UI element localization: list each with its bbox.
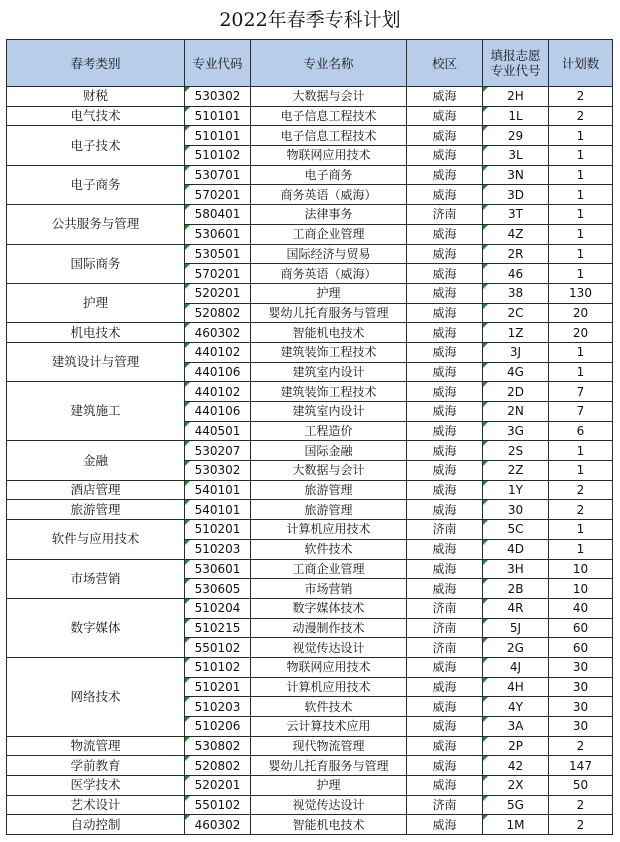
plan-cell: 60: [549, 618, 613, 638]
category-cell: 旅游管理: [7, 500, 185, 520]
name-cell: 智能机电技术: [251, 815, 407, 835]
plan-cell: 7: [549, 402, 613, 422]
plan-cell: 10: [549, 559, 613, 579]
name-cell: 商务英语（威海）: [251, 264, 407, 284]
code-cell: 510102: [185, 657, 251, 677]
category-cell: 学前教育: [7, 756, 185, 776]
table-row: [7, 598, 613, 618]
name-cell: 现代物流管理: [251, 736, 407, 756]
code-cell: 460302: [185, 815, 251, 835]
fill-code-cell: 2H: [483, 87, 549, 107]
plan-cell: 2: [549, 500, 613, 520]
name-cell: 动漫制作技术: [251, 618, 407, 638]
table-header-row: [7, 40, 613, 87]
table-row: [7, 382, 613, 402]
category-cell: 电气技术: [7, 106, 185, 126]
code-cell: 510101: [185, 106, 251, 126]
campus-cell: 威海: [407, 342, 483, 362]
plan-cell: 1: [549, 342, 613, 362]
table-row: [7, 756, 613, 776]
campus-cell: 威海: [407, 303, 483, 323]
fill-code-cell: 3D: [483, 185, 549, 205]
code-cell: 530501: [185, 244, 251, 264]
code-cell: 570201: [185, 264, 251, 284]
table-row: [7, 795, 613, 815]
fill-code-cell: 42: [483, 756, 549, 776]
campus-cell: 济南: [407, 795, 483, 815]
code-cell: 510102: [185, 146, 251, 166]
table-row: [7, 244, 613, 264]
table-row: [7, 776, 613, 796]
campus-cell: 威海: [407, 756, 483, 776]
fill-code-cell: 30: [483, 500, 549, 520]
campus-cell: 威海: [407, 697, 483, 717]
code-cell: 440102: [185, 342, 251, 362]
table-row: [7, 283, 613, 303]
plan-cell: 60: [549, 638, 613, 658]
fill-code-cell: 3T: [483, 205, 549, 225]
code-cell: 510204: [185, 598, 251, 618]
fill-code-cell: 2G: [483, 638, 549, 658]
code-cell: 520802: [185, 303, 251, 323]
code-cell: 540101: [185, 480, 251, 500]
code-cell: 440106: [185, 362, 251, 382]
plan-cell: 1: [549, 224, 613, 244]
code-cell: 550102: [185, 638, 251, 658]
fill-code-cell: 3N: [483, 165, 549, 185]
campus-cell: 济南: [407, 205, 483, 225]
header-category: 春考类别: [7, 40, 185, 87]
fill-code-cell: 5C: [483, 520, 549, 540]
plan-cell: 30: [549, 697, 613, 717]
plan-cell: 1: [549, 441, 613, 461]
category-cell: 护理: [7, 283, 185, 322]
name-cell: 软件技术: [251, 697, 407, 717]
category-cell: 酒店管理: [7, 480, 185, 500]
fill-code-cell: 3A: [483, 717, 549, 737]
category-cell: 电子技术: [7, 126, 185, 165]
campus-cell: 威海: [407, 362, 483, 382]
table-row: [7, 87, 613, 107]
name-cell: 工商企业管理: [251, 559, 407, 579]
plan-cell: 2: [549, 815, 613, 835]
table-row: [7, 480, 613, 500]
code-cell: 570201: [185, 185, 251, 205]
table-row: [7, 126, 613, 146]
fill-code-cell: 2S: [483, 441, 549, 461]
fill-code-cell: 2P: [483, 736, 549, 756]
name-cell: 护理: [251, 283, 407, 303]
code-cell: 530701: [185, 165, 251, 185]
category-cell: 公共服务与管理: [7, 205, 185, 244]
name-cell: 物联网应用技术: [251, 657, 407, 677]
campus-cell: 威海: [407, 461, 483, 481]
table-row: [7, 165, 613, 185]
plan-cell: 20: [549, 303, 613, 323]
table-row: [7, 520, 613, 540]
plan-cell: 2: [549, 106, 613, 126]
table-row: [7, 559, 613, 579]
category-cell: 建筑施工: [7, 382, 185, 441]
plan-cell: 6: [549, 421, 613, 441]
fill-code-cell: 1Z: [483, 323, 549, 343]
fill-code-cell: 5G: [483, 795, 549, 815]
fill-code-cell: 4H: [483, 677, 549, 697]
fill-code-cell: 4Z: [483, 224, 549, 244]
plan-table: [6, 39, 613, 835]
category-cell: 医学技术: [7, 776, 185, 796]
code-cell: 530601: [185, 559, 251, 579]
plan-cell: 1: [549, 146, 613, 166]
name-cell: 电子信息工程技术: [251, 106, 407, 126]
fill-code-cell: 5J: [483, 618, 549, 638]
campus-cell: 济南: [407, 638, 483, 658]
campus-cell: 威海: [407, 165, 483, 185]
name-cell: 护理: [251, 776, 407, 796]
campus-cell: 威海: [407, 480, 483, 500]
plan-cell: 1: [549, 362, 613, 382]
code-cell: 540101: [185, 500, 251, 520]
code-cell: 550102: [185, 795, 251, 815]
fill-code-cell: 2N: [483, 402, 549, 422]
plan-cell: 40: [549, 598, 613, 618]
category-cell: 软件与应用技术: [7, 520, 185, 559]
page-title: 2022年春季专科计划: [219, 9, 401, 31]
category-cell: 艺术设计: [7, 795, 185, 815]
code-cell: 510206: [185, 717, 251, 737]
fill-code-cell: 38: [483, 283, 549, 303]
header-fill-line1: 填报志愿: [490, 48, 541, 63]
table-row: [7, 657, 613, 677]
campus-cell: 济南: [407, 520, 483, 540]
plan-cell: 7: [549, 382, 613, 402]
plan-cell: 1: [549, 461, 613, 481]
table-row: [7, 342, 613, 362]
plan-cell: 1: [549, 520, 613, 540]
fill-code-cell: 3G: [483, 421, 549, 441]
code-cell: 510203: [185, 697, 251, 717]
campus-cell: 威海: [407, 382, 483, 402]
campus-cell: 威海: [407, 776, 483, 796]
campus-cell: 威海: [407, 126, 483, 146]
table-row: [7, 323, 613, 343]
plan-cell: 1: [549, 244, 613, 264]
name-cell: 国际金融: [251, 441, 407, 461]
fill-code-cell: 3H: [483, 559, 549, 579]
campus-cell: 威海: [407, 264, 483, 284]
table-row: [7, 205, 613, 225]
fill-code-cell: 4D: [483, 539, 549, 559]
code-cell: 530302: [185, 461, 251, 481]
name-cell: 大数据与会计: [251, 87, 407, 107]
name-cell: 旅游管理: [251, 500, 407, 520]
name-cell: 计算机应用技术: [251, 677, 407, 697]
table-row: [7, 441, 613, 461]
code-cell: 440102: [185, 382, 251, 402]
table-row: [7, 815, 613, 835]
table-row: [7, 736, 613, 756]
name-cell: 建筑室内设计: [251, 362, 407, 382]
name-cell: 智能机电技术: [251, 323, 407, 343]
plan-cell: 2: [549, 736, 613, 756]
name-cell: 电子商务: [251, 165, 407, 185]
table-body: [7, 87, 613, 835]
name-cell: 数字媒体技术: [251, 598, 407, 618]
fill-code-cell: 3J: [483, 342, 549, 362]
header-name: 专业名称: [251, 40, 407, 87]
campus-cell: 威海: [407, 106, 483, 126]
plan-cell: 1: [549, 539, 613, 559]
campus-cell: 济南: [407, 618, 483, 638]
code-cell: 520802: [185, 756, 251, 776]
code-cell: 440106: [185, 402, 251, 422]
category-cell: 金融: [7, 441, 185, 480]
fill-code-cell: 4Y: [483, 697, 549, 717]
fill-code-cell: 4R: [483, 598, 549, 618]
fill-code-cell: 4J: [483, 657, 549, 677]
plan-cell: 1: [549, 205, 613, 225]
campus-cell: 威海: [407, 323, 483, 343]
campus-cell: 威海: [407, 283, 483, 303]
plan-cell: 30: [549, 677, 613, 697]
header-fill-code: [483, 40, 549, 87]
name-cell: 建筑室内设计: [251, 402, 407, 422]
header-code: 专业代码: [185, 40, 251, 87]
name-cell: 电子信息工程技术: [251, 126, 407, 146]
fill-code-cell: 1L: [483, 106, 549, 126]
fill-code-cell: 4G: [483, 362, 549, 382]
fill-code-cell: 2C: [483, 303, 549, 323]
fill-code-cell: 3L: [483, 146, 549, 166]
code-cell: 510201: [185, 520, 251, 540]
category-cell: 数字媒体: [7, 598, 185, 657]
name-cell: 市场营销: [251, 579, 407, 599]
fill-code-cell: 2R: [483, 244, 549, 264]
name-cell: 婴幼儿托育服务与管理: [251, 756, 407, 776]
plan-cell: 30: [549, 657, 613, 677]
name-cell: 工商企业管理: [251, 224, 407, 244]
plan-cell: 130: [549, 283, 613, 303]
code-cell: 530605: [185, 579, 251, 599]
category-cell: 国际商务: [7, 244, 185, 283]
plan-cell: 20: [549, 323, 613, 343]
fill-code-cell: 1M: [483, 815, 549, 835]
code-cell: 530302: [185, 87, 251, 107]
fill-code-cell: 29: [483, 126, 549, 146]
fill-code-cell: 2D: [483, 382, 549, 402]
fill-code-cell: 1Y: [483, 480, 549, 500]
campus-cell: 威海: [407, 500, 483, 520]
name-cell: 物联网应用技术: [251, 146, 407, 166]
campus-cell: 威海: [407, 87, 483, 107]
campus-cell: 济南: [407, 598, 483, 618]
campus-cell: 威海: [407, 185, 483, 205]
name-cell: 工程造价: [251, 421, 407, 441]
table-row: [7, 500, 613, 520]
name-cell: 计算机应用技术: [251, 520, 407, 540]
name-cell: 建筑装饰工程技术: [251, 342, 407, 362]
category-cell: 电子商务: [7, 165, 185, 204]
fill-code-cell: 2Z: [483, 461, 549, 481]
campus-cell: 威海: [407, 146, 483, 166]
name-cell: 软件技术: [251, 539, 407, 559]
campus-cell: 威海: [407, 244, 483, 264]
header-plan: 计划数: [549, 40, 613, 87]
table-row: [7, 106, 613, 126]
name-cell: 国际经济与贸易: [251, 244, 407, 264]
category-cell: 市场营销: [7, 559, 185, 598]
name-cell: 法律事务: [251, 205, 407, 225]
fill-code-cell: 2B: [483, 579, 549, 599]
name-cell: 商务英语（威海）: [251, 185, 407, 205]
category-cell: 网络技术: [7, 657, 185, 736]
header-fill-line2: 专业代号: [490, 63, 541, 78]
code-cell: 530802: [185, 736, 251, 756]
plan-cell: 50: [549, 776, 613, 796]
code-cell: 510215: [185, 618, 251, 638]
code-cell: 510101: [185, 126, 251, 146]
campus-cell: 威海: [407, 717, 483, 737]
campus-cell: 威海: [407, 677, 483, 697]
name-cell: 云计算技术应用: [251, 717, 407, 737]
campus-cell: 威海: [407, 441, 483, 461]
plan-cell: 2: [549, 87, 613, 107]
campus-cell: 威海: [407, 559, 483, 579]
category-cell: 物流管理: [7, 736, 185, 756]
plan-cell: 1: [549, 185, 613, 205]
name-cell: 建筑装饰工程技术: [251, 382, 407, 402]
plan-cell: 30: [549, 717, 613, 737]
campus-cell: 威海: [407, 815, 483, 835]
plan-cell: 1: [549, 126, 613, 146]
name-cell: 视觉传达设计: [251, 795, 407, 815]
plan-cell: 10: [549, 579, 613, 599]
category-cell: 财税: [7, 87, 185, 107]
plan-cell: 147: [549, 756, 613, 776]
fill-code-cell: 2X: [483, 776, 549, 796]
code-cell: 530207: [185, 441, 251, 461]
code-cell: 520201: [185, 283, 251, 303]
code-cell: 530601: [185, 224, 251, 244]
name-cell: 旅游管理: [251, 480, 407, 500]
campus-cell: 威海: [407, 402, 483, 422]
header-campus: 校区: [407, 40, 483, 87]
code-cell: 520201: [185, 776, 251, 796]
campus-cell: 威海: [407, 539, 483, 559]
category-cell: 自动控制: [7, 815, 185, 835]
plan-cell: 1: [549, 264, 613, 284]
campus-cell: 威海: [407, 657, 483, 677]
campus-cell: 威海: [407, 579, 483, 599]
code-cell: 510201: [185, 677, 251, 697]
code-cell: 460302: [185, 323, 251, 343]
campus-cell: 威海: [407, 736, 483, 756]
plan-cell: 2: [549, 480, 613, 500]
campus-cell: 威海: [407, 421, 483, 441]
code-cell: 440501: [185, 421, 251, 441]
name-cell: 大数据与会计: [251, 461, 407, 481]
name-cell: 视觉传达设计: [251, 638, 407, 658]
code-cell: 510203: [185, 539, 251, 559]
plan-cell: 2: [549, 795, 613, 815]
fill-code-cell: 46: [483, 264, 549, 284]
name-cell: 婴幼儿托育服务与管理: [251, 303, 407, 323]
category-cell: 机电技术: [7, 323, 185, 343]
plan-cell: 1: [549, 165, 613, 185]
code-cell: 580401: [185, 205, 251, 225]
category-cell: 建筑设计与管理: [7, 342, 185, 381]
campus-cell: 威海: [407, 224, 483, 244]
